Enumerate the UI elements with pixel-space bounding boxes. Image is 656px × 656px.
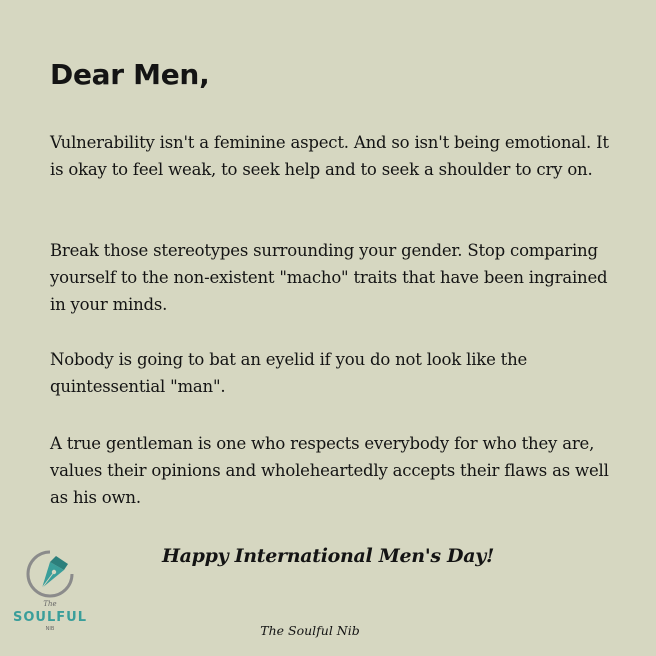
paragraph-nobody: Nobody is going to bat an eyelid if you do not look like the quintessential "man". [50, 350, 528, 396]
fountain-pen-nib-icon [20, 548, 80, 600]
logo-brand-word: SOULFUL [13, 610, 87, 625]
greeting-text: Happy International Men's Day! [161, 545, 495, 567]
logo-bottom-text: NIB [45, 626, 55, 632]
logo-top-text: The [43, 600, 57, 608]
paragraph-stereotypes: Break those stereotypes surrounding your gender. Stop comparing yourself to the non-existent "macho" traits that have been ingrained in your minds. [50, 241, 608, 314]
salutation: Dear Men, [50, 58, 210, 91]
signature: The Soulful Nib [260, 623, 360, 638]
paragraph-vulnerability: Vulnerability isn't a feminine aspect. And so isn't being emotional. It is okay to feel weak, to seek help and to seek a shoulder to cry on. [50, 133, 609, 179]
paragraph-gentleman: A true gentleman is one who respects everybody for who they are, values their opinions and wholeheartedly accepts their flaws as well as his own. [50, 434, 609, 507]
